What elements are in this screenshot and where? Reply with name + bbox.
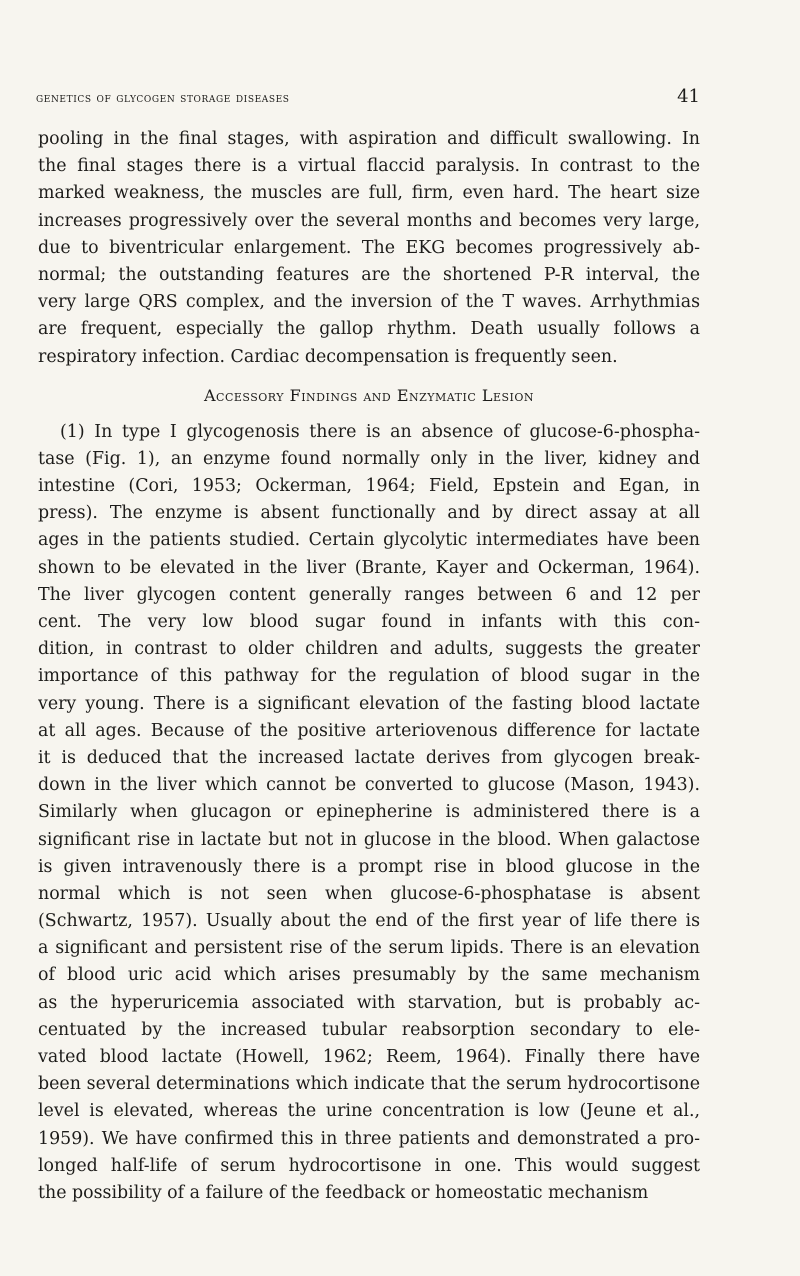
- paragraph-enzymatic-lesion: [38, 419, 700, 1207]
- text-line: dition, in contrast to older children and adults, suggests the greater: [38, 639, 700, 660]
- text-line: normal; the outstanding features are the shortened P-R interval, the: [38, 264, 700, 285]
- text-line: a significant and persistent rise of the serum lipids. There is an elevation: [38, 938, 700, 959]
- text-line: as the hyperuricemia associated with starvation, but is probably ac-: [38, 992, 700, 1013]
- text-line: level is elevated, whereas the urine concentration is low (Jeune et al.,: [38, 1101, 700, 1122]
- text-line: vated blood lactate (Howell, 1962; Reem, 1964). Finally there have: [38, 1047, 700, 1067]
- body-text: [38, 126, 700, 1207]
- text-line: shown to be elevated in the liver (Brante, Kayer and Ockerman, 1964).: [38, 557, 700, 578]
- text-line: centuated by the increased tubular reabsorption secondary to ele-: [38, 1019, 700, 1040]
- text-line: is given intravenously there is a prompt rise in blood glucose in the: [38, 856, 700, 877]
- text-line: at all ages. Because of the positive arteriovenous difference for lactate: [38, 720, 700, 741]
- text-line: normal which is not seen when glucose-6-phosphatase is absent: [38, 883, 700, 904]
- text-line: significant rise in lactate but not in glucose in the blood. When galactose: [38, 829, 700, 850]
- running-head: [36, 86, 700, 110]
- text-line: (Schwartz, 1957). Usually about the end of the first year of life there is: [38, 911, 700, 932]
- text-line: are frequent, especially the gallop rhythm. Death usually follows a: [38, 319, 700, 340]
- text-line: the final stages there is a virtual flaccid paralysis. In contrast to the: [38, 156, 700, 177]
- text-line: it is deduced that the increased lactate derives from glycogen break-: [38, 747, 700, 768]
- text-line: tase (Fig. 1), an enzyme found normally only in the liver, kidney and: [38, 448, 700, 469]
- text-line: pooling in the final stages, with aspiration and difficult swallowing. In: [38, 129, 700, 149]
- text-line: longed half-life of serum hydrocortisone in one. This would suggest: [38, 1155, 700, 1176]
- text-line: due to biventricular enlargement. The EKG becomes progressively ab-: [38, 237, 700, 258]
- text-line: the possibility of a failure of the feedback or homeostatic mechanism: [38, 1182, 649, 1203]
- text-line: importance of this pathway for the regulation of blood sugar in the: [38, 666, 700, 687]
- page-number: 41: [677, 86, 700, 107]
- section-heading: Accessory Findings and Enzymatic Lesion: [203, 385, 535, 405]
- text-line: press). The enzyme is absent functionally and by direct assay at all: [38, 503, 700, 524]
- text-line: respiratory infection. Cardiac decompensation is frequently seen.: [38, 346, 618, 367]
- text-line: 1959). We have confirmed this in three patients and demonstrated a pro-: [38, 1128, 700, 1149]
- text-line: ages in the patients studied. Certain glycolytic intermediates have been: [38, 530, 700, 551]
- running-title: genetics of glycogen storage diseases: [36, 90, 290, 106]
- text-line: Similarly when glucagon or epinepherine is administered there is a: [38, 802, 700, 823]
- text-line: very young. There is a significant elevation of the fasting blood lactate: [38, 693, 700, 714]
- text-line: increases progressively over the several months and becomes very large,: [38, 210, 700, 231]
- text-line: of blood uric acid which arises presumably by the same mechanism: [38, 965, 700, 986]
- text-line: down in the liver which cannot be converted to glucose (Mason, 1943).: [38, 775, 700, 796]
- text-line: cent. The very low blood sugar found in infants with this con-: [38, 612, 700, 632]
- text-line: been several determinations which indicate that the serum hydrocortisone: [38, 1074, 700, 1095]
- text-line: marked weakness, the muscles are full, firm, even hard. The heart size: [38, 183, 700, 204]
- text-line: The liver glycogen content generally ranges between 6 and 12 per: [38, 584, 700, 605]
- text-line: very large QRS complex, and the inversion of the T waves. Arrhythmias: [38, 292, 700, 313]
- paragraph-muscle-heart: [38, 126, 700, 371]
- text-line: intestine (Cori, 1953; Ockerman, 1964; Field, Epstein and Egan, in: [38, 476, 700, 497]
- text-line: (1) In type I glycogenosis there is an absence of glucose-6-phospha-: [60, 421, 700, 442]
